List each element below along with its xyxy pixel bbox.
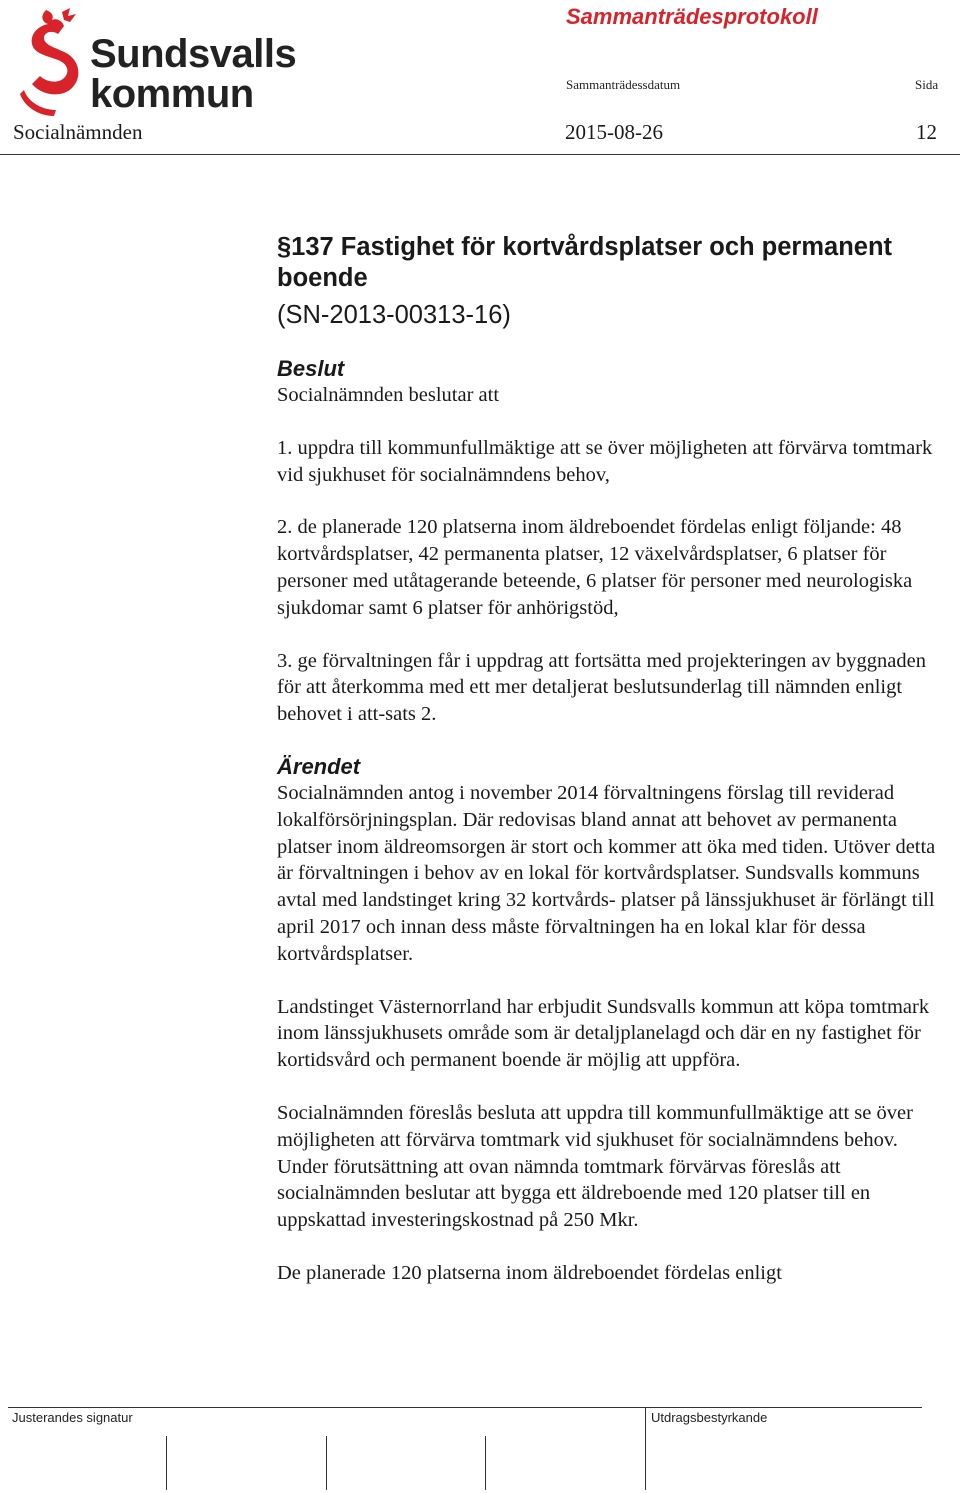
page-label: Sida xyxy=(915,77,939,92)
signature-box-divider-3 xyxy=(485,1436,486,1490)
section-title: §137 Fastighet för kortvårdsplatser och permanent boende xyxy=(277,233,893,292)
decision-heading: Beslut xyxy=(277,356,345,381)
signature-label: Justerandes signatur xyxy=(12,1410,133,1425)
decision-item-3: 3. ge förvaltningen får i uppdrag att fortsätta med projekteringen av byggnaden för att återkomma med ett mer detaljerat beslutsunderlag till nämnden enligt behovet i att-sats 2. xyxy=(277,649,926,726)
matter-paragraph-2: Landstinget Västernorrland har erbjudit Sundsvalls kommun att köpa tomtmark inom länssjukhusets område som är detaljplanelagd och där en ny fastighet för kortidsvård och permanent boende är möjlig att uppföra. xyxy=(277,995,930,1072)
header-divider xyxy=(0,154,960,155)
signature-box-divider-4 xyxy=(645,1408,646,1490)
logo-text-sundsvalls: Sundsvalls xyxy=(90,32,297,76)
extract-label: Utdragsbestyrkande xyxy=(651,1410,768,1425)
committee-name: Socialnämnden xyxy=(13,120,143,144)
decision-item-2: 2. de planerade 120 platserna inom äldreboendet fördelas enligt följande: 48 kortvårdsplatser, 42 permanenta platser, 12 växelvårdsplatser, 6 platser för personer med utåtagerande beteende, 6 platser för personer med neurologiska sjukdomar samt 6 platser för anhörigstöd, xyxy=(277,516,913,619)
footer-divider xyxy=(8,1407,922,1408)
meeting-date: 2015-08-26 xyxy=(565,120,663,144)
matter-paragraph-4: De planerade 120 platserna inom äldreboendet fördelas enligt xyxy=(277,1261,782,1284)
page-number: 12 xyxy=(916,120,937,144)
signature-box-divider-1 xyxy=(166,1436,167,1490)
matter-heading: Ärendet xyxy=(277,753,361,779)
document-type: Sammanträdesprotokoll xyxy=(566,4,818,29)
matter-paragraph-1: Socialnämnden antog i november 2014 förvaltningens förslag till reviderad lokalförsörjningsplan. Där redovisas bland annat att behovet av permanenta platser inom äldreomsorgen är stort och kommer att öka med tiden. Utöver detta är förvaltningen i behov av en lokal för kortvårdsplatser. Sundsvalls kommuns avtal med landstinget kring 32 kortvårds- platser på länssjukhuset är förlängt till april 2017 och innan dess måste förvaltningen ha en lokal klar för dessa kortvårdsplatser. xyxy=(277,781,936,965)
dragon-emblem-icon xyxy=(18,6,84,116)
matter-paragraph-3: Socialnämnden föreslås besluta att uppdra till kommunfullmäktige att se över möjligheten att förvärva tomtmark vid sjukhuset för socialnämndens behov. Under förutsättning att ovan nämnda tomtmark förvärvas föreslås att socialnämnden beslutar att bygga ett äldreboende med 120 platser till en uppskattad investeringskostnad på 250 Mkr. xyxy=(277,1101,913,1232)
case-number: (SN-2013-00313-16) xyxy=(277,301,511,329)
decision-item-1: 1. uppdra till kommunfullmäktige att se över möjligheten att förvärva tomtmark vid sjukhuset för socialnämndens behov, xyxy=(277,436,933,486)
document-body xyxy=(277,232,937,1287)
date-label: Sammanträdessdatum xyxy=(566,77,681,92)
signature-box-divider-2 xyxy=(326,1436,327,1490)
decision-intro: Socialnämnden beslutar att xyxy=(277,384,500,406)
sundsvalls-kommun-logo xyxy=(16,4,316,116)
logo-text-kommun: kommun xyxy=(90,72,254,116)
